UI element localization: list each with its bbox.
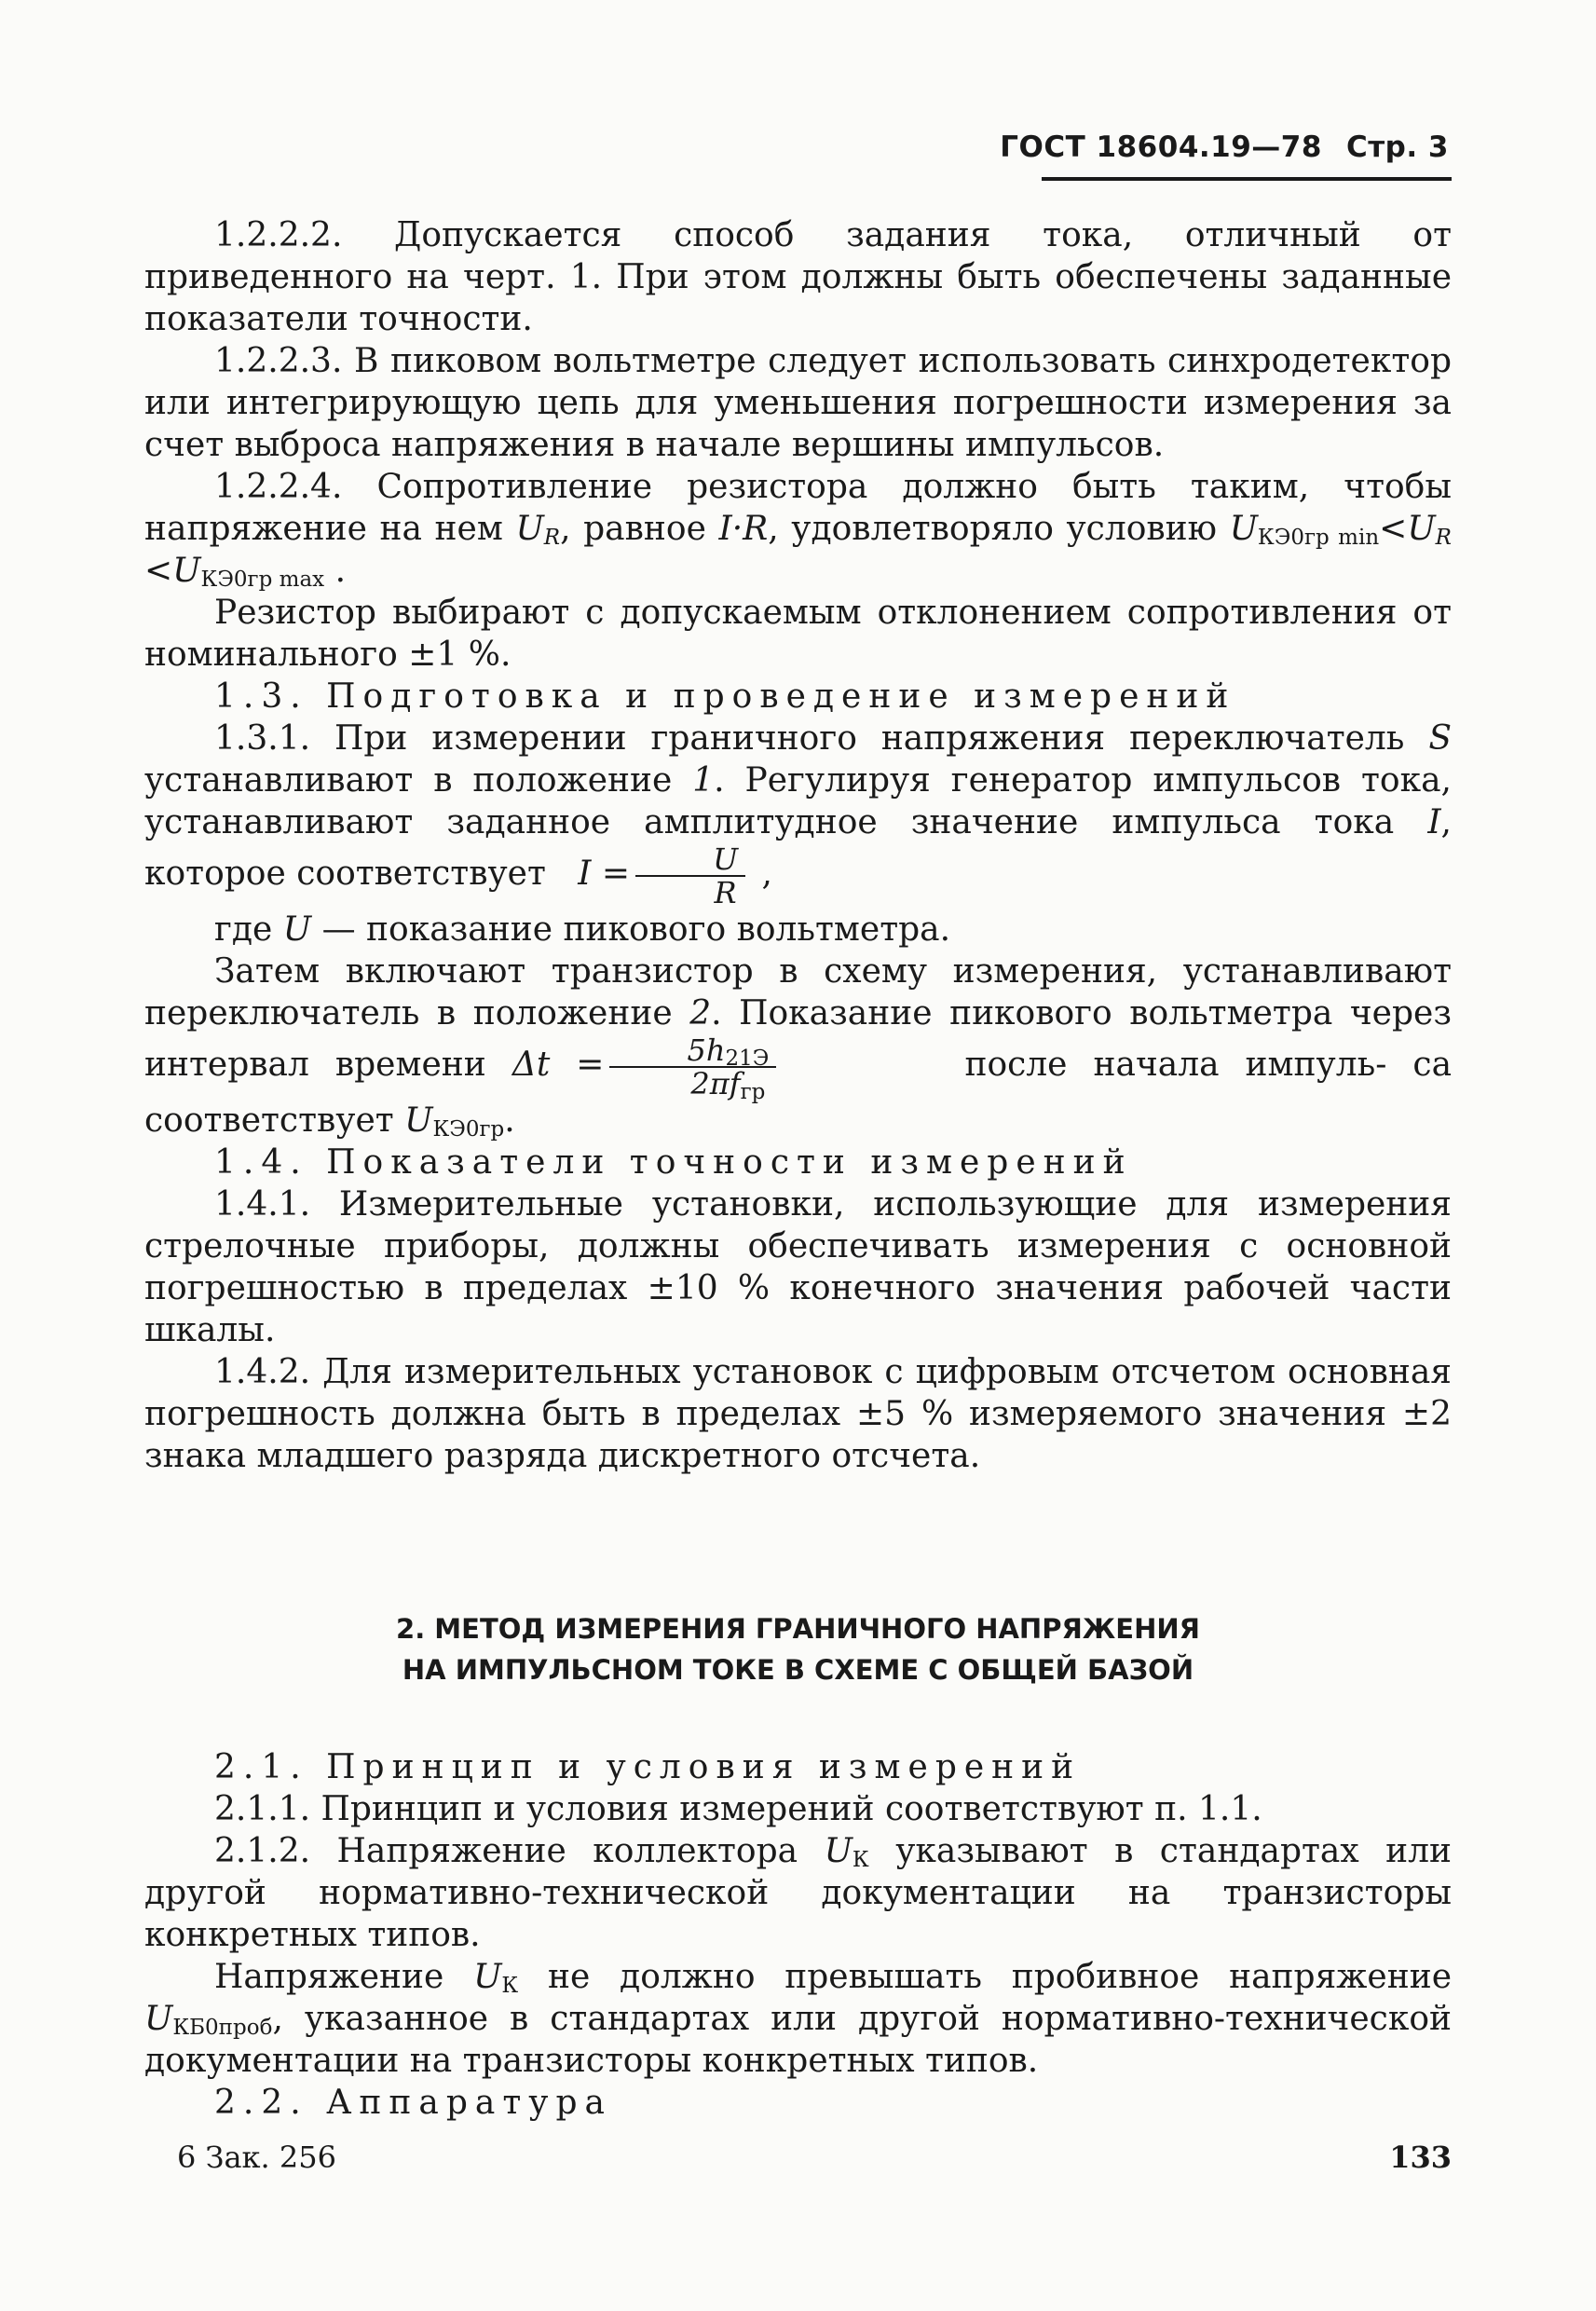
paragraph-1-4-1: 1.4.1. Измерительные установки, использующие для измерения стрелочные приборы, должны обеспечивать измерения с основной погрешностью в пределах ±10 % конечного значения рабочей части шкалы. bbox=[144, 1185, 1452, 1349]
paragraph-resistor: Резистор выбирают с допускаемым отклонением сопротивления от номинального ±1 %. bbox=[144, 594, 1452, 674]
paragraph-then: Затем включают транзистор в схему измерения, устанавливают переключатель в положение 2. Показание пикового вольтметра через интервал времени Δt = $\frac{5h_{21Э}}{2\pi f_{гр}}$ после начала импуль- са соответствует $U_{КЭ0гр}$. bbox=[144, 952, 1453, 1142]
section-2-text bbox=[144, 1746, 1452, 2124]
page-label: Стр. 3 bbox=[1345, 130, 1449, 164]
heading-1-3: 1.3. Подготовка и проведение измерений bbox=[214, 677, 1236, 716]
paragraph-voltage-limit: Напряжение $U_К$ не должно превышать пробивное напряжение $U_{КБ0проб}$, указанное в стандартах или другой нормативно-технической документации на транзисторы конкретных типов. bbox=[144, 1958, 1452, 2080]
heading-1-4: 1.4. Показатели точности измерений bbox=[214, 1143, 1133, 1182]
paragraph-where-u: где U — показание пикового вольтметра. bbox=[214, 910, 951, 949]
footer-order: 6 Зак. 256 bbox=[177, 2140, 336, 2175]
header-rule bbox=[1042, 177, 1452, 181]
paragraph-1-2-2-3: 1.2.2.3. В пиковом вольтметре следует использовать синхродетектор или интегрирующую цепь для уменьшения погрешности измерения за счет выброса напряжения в начале вершины импульсов. bbox=[144, 342, 1452, 464]
standard-number: ГОСТ 18604.19—78 bbox=[1000, 130, 1322, 164]
paragraph-2-1-2: 2.1.2. Напряжение коллектора $U_К$ указывают в стандартах или другой нормативно-технической документации на транзисторы конкретных типов. bbox=[144, 1832, 1452, 1954]
paragraph-2-1-1: 2.1.1. Принцип и условия измерений соответствуют п. 1.1. bbox=[214, 1790, 1262, 1828]
heading-2-1: 2.1. Принцип и условия измерений bbox=[214, 1748, 1082, 1786]
paragraph-1-4-2: 1.4.2. Для измерительных установок с цифровым отсчетом основная погрешность должна быть в пределах ±5 % измеряемого значения ±2 знака младшего разряда дискретного отсчета. bbox=[144, 1353, 1452, 1475]
paragraph-1-2-2-4: 1.2.2.4. Сопротивление резистора должно быть таким, чтобы напряжение на нем $U_R$, равное I·R, удовлетворяло условию $U_{КЭ0гр min}<U_R <U_{КЭ0гр max}$ . bbox=[144, 468, 1452, 592]
paragraph-1-3-1: 1.3.1. При измерении граничного напряжения переключатель S устанавливают в положение 1. Регулируя генератор импульсов тока, устанавливают заданное амплитудное значение импульса тока I, которое соответствует I = $\frac{U}{R}$ , bbox=[144, 719, 1452, 910]
running-header bbox=[1000, 130, 1449, 164]
formula-u-over-r: $\frac{U}{R}$ bbox=[635, 843, 745, 909]
heading-2-2: 2.2. Аппаратура bbox=[214, 2084, 612, 2122]
paragraph-1-2-2-2: 1.2.2.2. Допускается способ задания тока, отличный от приведенного на черт. 1. При этом должны быть обеспечены заданные показатели точности. bbox=[144, 216, 1452, 338]
formula-delta-t: $\frac{5h_{21Э}}{2\pi f_{гр}}$ bbox=[609, 1034, 776, 1100]
section-1-text bbox=[144, 214, 1452, 1477]
section-2-title: 2. МЕТОД ИЗМЕРЕНИЯ ГРАНИЧНОГО НАПРЯЖЕНИЯ НА ИМПУЛЬСНОМ ТОКЕ В СХЕМЕ С ОБЩЕЙ БАЗОЙ bbox=[396, 1613, 1200, 1686]
footer-page-number: 133 bbox=[1389, 2140, 1452, 2175]
